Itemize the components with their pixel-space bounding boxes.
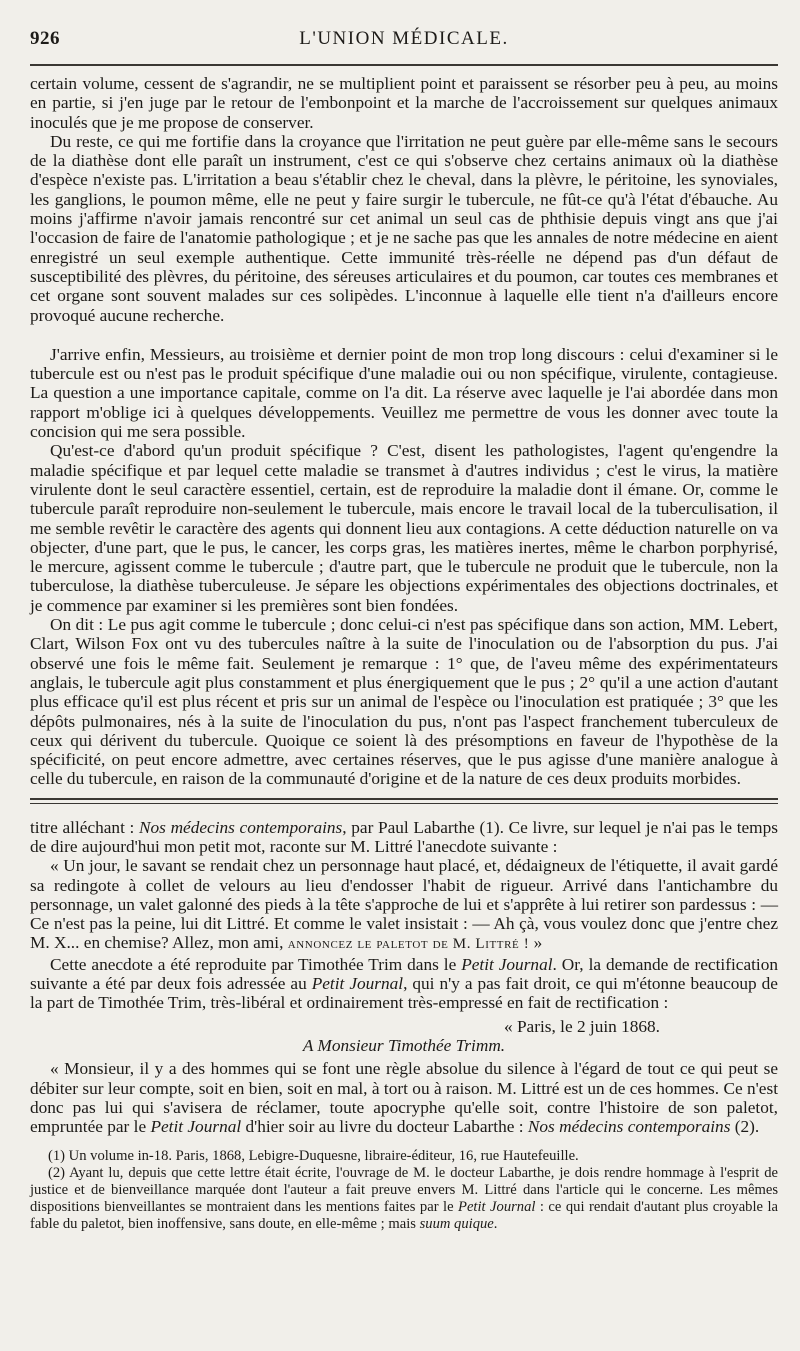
small-caps-quote: annoncez le paletot de M. Littré ! [287,936,530,953]
running-title: L'UNION MÉDICALE. [299,28,509,49]
article-paragraph: Qu'est-ce d'abord qu'un produit spécifique ? C'est, disent les pathologistes, l'agent qu'engendre la maladie spécifique et par lequel cette maladie se transmet à d'autres individus ; c'est le virus, la matière virulente dont le seul caractère essentiel, certain, est de reproduire la maladie dont il émane. Or, comme le tubercule paraît reproduire non-seulement le tubercule, mais encore le travail local de la tuberculisation, il me semble revêtir le caractère des agents qui donnent lieu aux contagions. A cette déduction naturelle on va objecter, d'une part, que le pus, le cancer, les corps gras, les matières inertes, même le charbon porphyrisé, le mercure, agissent comme le tubercule ; d'autre part, que le tubercule ne produit que le tubercule, non la tuberculose, la diathèse tuberculeuse. Je sépare les objections expérimentales des objections doctrinales, et je commence par examiner si les premières sont bien fondées. [30,441,778,615]
header-rule [30,64,778,66]
text-run: « Un jour, le savant se rendait chez un personnage haut placé, et, dédaigneux de l'étiquette, il avait gardé sa redingote à collet de velours au lieu d'endosser l'habit de rigueur. Arrivé dans l'antichambre du personnage, un valet galonné des pieds à la tête s'approche de lui et s'apprête à lui retirer son pardessus : — Ce n'est pas la peine, lui dit Littré. Et comme le valet insistait : — Ah çà, vous voulez donc que j'entre chez M. X... en chemise? Allez, mon ami, [30,856,778,953]
paragraph-gap [30,325,778,345]
latin-phrase: suum quique [419,1216,494,1233]
text-run: « Monsieur, il y a des hommes qui se font une règle absolue du silence à l'égard de tout ce qui peut se débiter sur leur compte, soit en bien, soit en mal, à tort ou à raison. M. Littré est un de ces hommes. Ce n'est donc pas lui qui s'avisera de réclamer, toute apocryphe qu'elle soit, contre l'histoire de son paletot, empruntée par le [30,1059,778,1137]
text-run: titre alléchant : [30,817,140,837]
footnote-1: (1) Un volume in-18. Paris, 1868, Lebigre-Duquesne, libraire-éditeur, 16, rue Hautefeuille. [48,1148,579,1165]
article-paragraph: J'arrive enfin, Messieurs, au troisième et dernier point de mon trop long discours : celui d'examiner si le tubercule est ou n'est pas le produit spécifique d'une maladie oui ou non spécifique, virulente, contagieuse. La question a une importance capitale, comme on l'a dit. La réserve avec laquelle je l'ai abordée dans mon rapport m'oblige ici à quelques développements. Veuillez me permettre de vous les donner avec toute la concision qui me sera possible. [30,344,778,442]
journal-title: Petit Journal [311,974,404,994]
feuilleton-paragraph [30,1059,778,1136]
feuilleton-body [30,818,778,1137]
text-run: d'hier soir au livre du docteur Labarthe : [241,1117,528,1137]
letter-dateline: « Paris, le 2 juin 1868. [503,1016,660,1036]
feuilleton-paragraph [30,856,778,954]
letter-salutation: A Monsieur Timothée Trimm. [302,1035,506,1055]
article-paragraph: On dit : Le pus agit comme le tubercule ; donc celui-ci n'est pas spécifique dans son action, MM. Lebert, Clart, Wilson Fox ont vu des tubercules naître à la suite de l'inoculation ou de l'absorption du pus. J'ai observé une fois le même fait. Seulement je remarque : 1° que, de l'aveu même des expérimentateurs anglais, le tubercule agit plus constamment et plus énergiquement que le pus ; 2° qu'il a une action d'autant plus efficace qu'il est plus récent et pris sur un animal de l'espèce ou l'inoculation est pratiquée ; 3° que les dépôts pulmonaires, nés à la suite de l'inoculation du pus, n'ont pas l'aspect franchement tuberculeux de ceux qui dérivent du tubercule. Quoique ce soient là des présomptions en faveur de l'hypothèse de la spécificité, on peut encore admettre, avec certaines réserves, que le pus agisse d'une manière analogue à celle du tubercule, en raison de la communauté d'origine et de la nature de ces deux produits morbides. [30,615,778,789]
text-run: (2) Ayant lu, depuis que cette lettre était écrite, l'ouvrage de M. le docteur Labarthe, je dois rendre hommage à l'esprit de justice et de bienveillance marquée dont l'auteur a fait preuve envers M. Littré dans l'article qui le concerne. Les mêmes dispositions bienveillantes se montraient dans les mentions faites par le [30,1165,778,1216]
feuilleton-paragraph [30,955,778,1013]
text-run: . [493,1216,498,1233]
page-number: 926 [30,28,60,49]
journal-title: Petit Journal [458,1199,536,1216]
feuilleton-divider [30,798,778,804]
book-title: Nos médecins contemporains [527,1117,731,1137]
journal-title: Petit Journal [150,1117,242,1137]
article-paragraph: certain volume, cessent de s'agrandir, ne se multiplient point et paraissent se résorber peu à peu, au moins en partie, si j'en juge par le retour de l'embonpoint et la marche de l'accroissement sur quelques animaux inoculés que je me propose de conserver. [30,74,778,132]
text-run: » [529,933,543,953]
book-title: Nos médecins contemporains [139,817,343,837]
page-header [30,28,778,60]
footnotes [30,1148,778,1233]
text-run: : ce qui rendait d'autant plus croyable la fable du paletot, bien inoffensive, sans doute, en elle-même ; mais [30,1199,778,1233]
text-run: Cette anecdote a été reproduite par Timothée Trim dans le [50,954,462,974]
footnote-2 [30,1165,778,1233]
article-body [30,74,778,789]
text-run: . Or, la demande de rectification suivante a été par deux fois adressée au [30,954,778,994]
feuilleton-paragraph [30,818,778,857]
text-run: (2). [730,1117,760,1137]
journal-title: Petit Journal [461,954,553,974]
text-run: , qui n'y a pas fait droit, ce qui m'étonne beaucoup de la part de Timothée Trim, très-libéral et ordinairement très-empressé en fait de rectification : [30,974,778,1013]
article-paragraph: Du reste, ce qui me fortifie dans la croyance que l'irritation ne peut guère par elle-même sans le secours de la diathèse dont elle paraît un instrument, c'est ce qui s'observe chez certains animaux où la diathèse d'espèce n'existe pas. L'irritation a beau s'établir chez le cheval, dans la plèvre, le péritoine, les synoviales, les ganglions, le poumon même, elle ne peut y faire surgir le tubercule, ne fût-ce qu'à l'état d'ébauche. Au moins j'affirme n'avoir jamais rencontré sur cet animal un seul cas de phthisie depuis vingt ans que j'ai l'occasion de faire de l'anatomie pathologique ; et je ne sache pas que les annales de notre médecine en aient enregistré un seul exemple authentique. Cette immunité très-réelle ne dépend pas d'un défaut de susceptibilité des plèvres, du péritoine, des séreuses articulaires et du poumon, car toutes ces membranes et cet organe sont souvent malades sur ces solipèdes. L'inconnue à laquelle elle tient n'a d'ailleurs encore provoqué aucune recherche. [30,131,778,325]
text-run: , par Paul Labarthe (1). Ce livre, sur lequel je n'ai pas le temps de dire aujourd'hui mon petit mot, raconte sur M. Littré l'anecdote suivante : [30,817,778,856]
